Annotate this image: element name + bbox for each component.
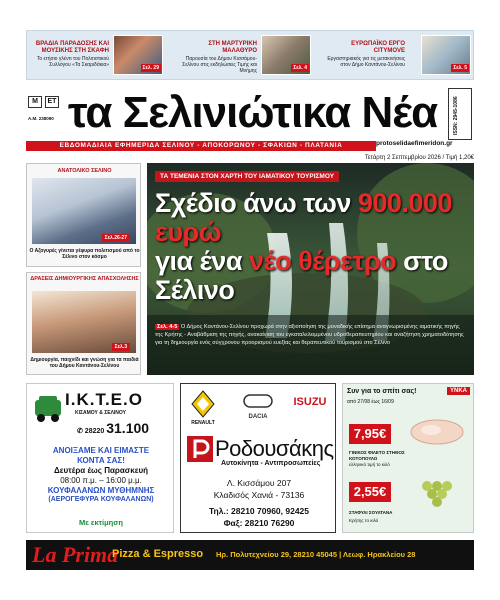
ad-supermarket[interactable] bbox=[342, 383, 474, 533]
rodousakis-logo-icon bbox=[187, 436, 213, 462]
badge-m: Μ bbox=[28, 96, 42, 108]
headline-part: για ένα bbox=[155, 246, 249, 276]
teaser-2[interactable] bbox=[177, 31, 327, 79]
prima-logo: La Prima bbox=[32, 542, 119, 567]
teaser-photo bbox=[113, 35, 163, 75]
price-tag: 2,55€ bbox=[349, 482, 391, 502]
story-heading: ΔΡΑΣΕΙΣ ΔΗΜΙΟΥΡΓΙΚΗΣ ΑΠΑΣΧΟΛΗΣΗΣ bbox=[30, 276, 139, 282]
brand-isuzu: ISUZU bbox=[293, 396, 327, 408]
product-desc: Κρήτης το κιλό bbox=[349, 518, 379, 523]
page-badge: Σελ. 4-5 bbox=[157, 324, 178, 330]
page-badge: Σελ.26-27 bbox=[102, 234, 130, 242]
issn-text: ISSN: 2945-1086 bbox=[453, 96, 459, 135]
teaser-text: Εργαστηριακός για τις μετακινήσεις στον Δήμο Καντάνου-Σελίνου bbox=[327, 56, 405, 68]
teaser-title: ΕΥΡΩΠΑΪΚΟ ΕΡΓΟ CITYMOVE bbox=[351, 41, 405, 54]
dealer-address: Λ. Κισσάμου 207 bbox=[226, 478, 292, 488]
lead-story[interactable] bbox=[147, 163, 474, 375]
promo-dates: από 27/08 έως 16/09 bbox=[347, 399, 394, 405]
newspaper-title: τα Σελινιώτικα Νέα bbox=[68, 88, 438, 137]
store-logo: ΥΝΚΑ bbox=[447, 387, 470, 395]
promo-headline: Συν για το σπίτι σας! bbox=[347, 388, 417, 395]
story-photo bbox=[32, 291, 136, 353]
teaser-3[interactable] bbox=[327, 31, 475, 79]
badge-et: ΕΤ bbox=[45, 96, 59, 108]
dealer-subtitle: Αυτοκίνητα - Αντιπροσωπείες bbox=[221, 460, 321, 467]
teaser-1[interactable] bbox=[27, 31, 177, 79]
kteo-closing: Με εκτίμηση bbox=[79, 518, 123, 527]
price-tag: 7,95€ bbox=[349, 424, 391, 444]
product-desc: ελληνικό τιμή το κιλό bbox=[349, 462, 390, 467]
story-caption: Δημιουργία, παιχνίδι και γνώση για τα παιδιά του Δήμου Καντάνου-Σελίνου bbox=[30, 357, 139, 369]
brand-dacia: DACIA bbox=[248, 414, 268, 420]
kteo-phone bbox=[77, 420, 149, 436]
ad-kteo[interactable] bbox=[26, 383, 174, 533]
ad-la-prima[interactable] bbox=[26, 540, 474, 570]
prima-tagline: Pizza & Espresso bbox=[112, 548, 204, 560]
teaser-title: ΣΤΗ ΜΑΡΤΥΡΙΚΗ ΜΑΛΑΘΥΡΟ bbox=[208, 41, 257, 54]
lead-body: Ο Δήμος Καντάνου-Σελίνου προχωρά στην αξιοποίηση της μοναδικής επίσημα αναγνωρισμένης ιαματικής πηγής της Κρήτης - Αναβάθμιση της πηγής, ανακαίνιση του εγκαταλελειμμένου υδροθεραπευτηρίου και αναζήτηση χρηματοδότησης για τη δημιουργία ενός σύγχρονου προορισμού ευεξίας και θεραπευτικού τουρισμού στο Σέλινο bbox=[155, 324, 464, 346]
site-url[interactable]: protoselidaefimeridon.gr bbox=[376, 140, 453, 147]
teaser-text: Το ετήσιο γλέντι του Πολιτιστικού Συλλόγου «Τα Σκαριδάκια» bbox=[36, 56, 109, 68]
headline-line-2 bbox=[155, 247, 467, 305]
brand-renault: RENAULT bbox=[191, 420, 215, 426]
headline-line-1 bbox=[155, 189, 467, 247]
dealer-phone: Τηλ.: 28210 70960, 92425 bbox=[208, 506, 310, 516]
dealer-fax: Φαξ: 28210 76290 bbox=[223, 518, 295, 528]
phone-prefix: ✆ 28220 bbox=[77, 428, 105, 435]
registration-number: Α.Μ. 238090 bbox=[28, 116, 54, 121]
lead-kicker: ΤΑ ΤΕΜΕΝΙΑ ΣΤΟΝ ΧΑΡΤΗ ΤΟΥ ΙΑΜΑΤΙΚΟΥ ΤΟΥΡΙΣΜΟΥ bbox=[155, 171, 339, 182]
kteo-line: ΚΟΥΦΑΛΑΝΩΝ ΜΥΘΗΜΝΗΣ bbox=[47, 486, 155, 495]
headline-highlight: 900.000 ευρώ bbox=[155, 188, 452, 247]
product-name: ΓΙΝΙΚΟΣ ΦΙΛΕΤΟ ΣΤΗΘΟΣ ΚΟΤΟΠΟΥΛΟ bbox=[349, 450, 405, 461]
teaser-text: Παρουσία του Δήμου Κισσάμου-Σελίνου στις εκδηλώσεις Τιμής και Μνήμης bbox=[182, 56, 257, 74]
dacia-logo-icon bbox=[243, 394, 273, 408]
car-lift-icon bbox=[33, 394, 63, 426]
teaser-photo bbox=[261, 35, 311, 75]
teaser-strip bbox=[26, 30, 474, 80]
page-badge: Σελ. 29 bbox=[142, 65, 159, 71]
kteo-subtitle: ΚΙΣΑΜΟΥ & ΣΕΛΙΝΟΥ bbox=[75, 410, 127, 416]
kteo-line: ΚΟΝΤΑ ΣΑΣ! bbox=[77, 456, 125, 465]
dealer-name: Ροδουσάκης bbox=[215, 436, 334, 461]
masthead-badges bbox=[28, 90, 62, 138]
prima-contact: Ηρ. Πολυτεχνείου 29, 28210 45045 | Λεωφ. Ηρακλείου 28 bbox=[216, 550, 416, 559]
chicken-fillet-icon bbox=[407, 414, 467, 448]
dealer-city: Κλαδισός Χανιά - 73136 bbox=[213, 490, 305, 500]
renault-logo-icon bbox=[191, 390, 215, 418]
kteo-line: (ΑΕΡΟΓΕΦΥΡΑ ΚΟΥΦΑΛΑΝΩΝ) bbox=[48, 496, 154, 503]
teaser-title: ΒΡΑΔΙΑ ΠΑΡΑΔΟΣΗΣ ΚΑΙ ΜΟΥΣΙΚΗΣ ΣΤΗ ΣΚΑΦΗ bbox=[35, 41, 109, 54]
page-badge: Σελ.3 bbox=[112, 343, 130, 351]
product-name: ΣΤΑΦΥΛΙ ΣΟΥΛΤΑΝΑ bbox=[349, 510, 393, 515]
story-draseis[interactable] bbox=[26, 272, 141, 375]
ad-rodousakis[interactable] bbox=[180, 383, 336, 533]
tagline-bar: ΕΒΔΟΜΑΔΙΑΙΑ ΕΦΗΜΕΡΙΔΑ ΣΕΛΙΝΟΥ - ΑΠΟΚΟΡΩΝΟΥ - ΣΦΑΚΙΩΝ - ΠΛΑΤΑΝΙΑ bbox=[26, 141, 376, 151]
lead-text bbox=[155, 323, 467, 347]
kteo-title: Ι.Κ.Τ.Ε.Ο bbox=[65, 390, 143, 409]
phone-number: 31.100 bbox=[106, 420, 150, 436]
kteo-line: 08:00 π.μ. – 16:00 μ.μ. bbox=[60, 476, 142, 485]
kteo-line: ΑΝΟΙΞΑΜΕ ΚΑΙ ΕΙΜΑΣΤΕ bbox=[52, 446, 150, 455]
grapes-icon bbox=[407, 476, 467, 510]
page-badge: Σελ. 4 bbox=[293, 65, 307, 71]
lead-headline bbox=[155, 189, 467, 305]
story-anatoliko-selino[interactable] bbox=[26, 163, 141, 267]
story-caption: Ο Αζογυρές γίνεται γέφυρα πολιτισμού από το Σέλινο στον κόσμο bbox=[29, 248, 140, 260]
headline-highlight: νέο θέρετρο bbox=[248, 246, 397, 276]
teaser-photo bbox=[421, 35, 471, 75]
headline-part: Σχέδιο άνω των bbox=[155, 188, 358, 218]
kteo-line: Δευτέρα έως Παρασκευή bbox=[53, 466, 149, 475]
story-heading: ΑΝΑΤΟΛΙΚΟ ΣΕΛΙΝΟ bbox=[57, 168, 112, 174]
story-photo bbox=[32, 178, 136, 244]
headline-part: στο Σέλινο bbox=[155, 246, 448, 305]
issue-date-price: Τετάρτη 2 Σεπτεμβρίου 2026 / Τιμή 1,20€ bbox=[364, 155, 474, 161]
issn-box bbox=[448, 88, 472, 140]
page-badge: Σελ. 5 bbox=[453, 65, 467, 71]
